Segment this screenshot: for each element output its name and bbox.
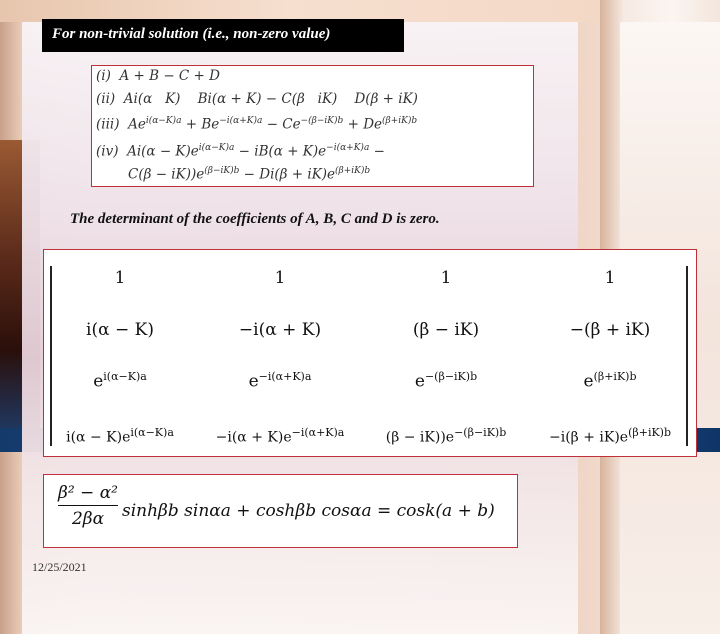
result-fraction (58, 483, 118, 529)
determinant-box (43, 249, 697, 457)
det-cell-r1c3: 1 (440, 268, 452, 288)
det-cell-r1c4: 1 (604, 268, 616, 288)
det-cell-r2c4: −(β + iK) (569, 320, 651, 340)
result-denominator: 2βα (71, 509, 105, 529)
equation-iv-line2: $C(\beta - iK))e^{(\beta-iK)b} - Di(\beta + iK)e^{(\beta+iK)b}$ (128, 166, 371, 183)
result-numerator: β² − α² (58, 483, 118, 506)
det-cell-r4c2: $-i(\alpha + K)e^{-i(\alpha+K)a}$ (215, 426, 345, 446)
det-cell-r2c3: (β − iK) (412, 320, 480, 340)
det-cell-r3c4: $e^{(\beta+iK)b}$ (583, 370, 637, 392)
determinant-right-bar (686, 266, 688, 446)
det-cell-r3c1: $e^{i(\alpha-K)a}$ (93, 370, 147, 392)
result-expression: sinhβb sinαa + coshβb cosαa = cosk(a + b) (122, 501, 495, 521)
equation-ii: (ii) Ai(α K) Bi(α + K) − C(β iK) D(β + iK) (96, 91, 418, 107)
equation-iv-line1: (iv) $Ai(\alpha - K)e^{i(\alpha-K)a} - iB(\alpha + K)e^{-i(\alpha+K)a}$ − (96, 143, 385, 160)
slide-title: For non-trivial solution (i.e., non-zero value) (42, 19, 404, 52)
boundary-equations-box (91, 65, 534, 187)
result-equation-box (43, 474, 518, 548)
det-cell-r3c3: $e^{-(\beta-iK)b}$ (414, 370, 478, 392)
determinant-left-bar (50, 266, 52, 446)
det-cell-r1c1: 1 (114, 268, 126, 288)
equation-iii: (iii) $Ae^{i(\alpha-K)a} + Be^{-i(\alpha+K)a} - Ce^{-(\beta-iK)b} + De^{(\beta+iK)b}$ (96, 116, 418, 133)
slide-date: 12/25/2021 (32, 560, 87, 574)
determinant-caption: The determinant of the coefficients of A, B, C and D is zero. (70, 211, 440, 227)
det-cell-r3c2: $e^{-i(\alpha+K)a}$ (248, 370, 312, 392)
det-cell-r4c1: $i(\alpha - K)e^{i(\alpha-K)a}$ (66, 426, 174, 446)
equation-i: (i) A + B − C + D (96, 68, 220, 84)
det-cell-r2c1: i(α − K) (86, 320, 154, 340)
det-cell-r4c3: $(\beta - iK))e^{-(\beta-iK)b}$ (385, 426, 507, 446)
det-cell-r4c4: $-i(\beta + iK)e^{(\beta+iK)b}$ (548, 426, 672, 446)
det-cell-r2c2: −i(α + K) (238, 320, 322, 340)
det-cell-r1c2: 1 (274, 268, 286, 288)
